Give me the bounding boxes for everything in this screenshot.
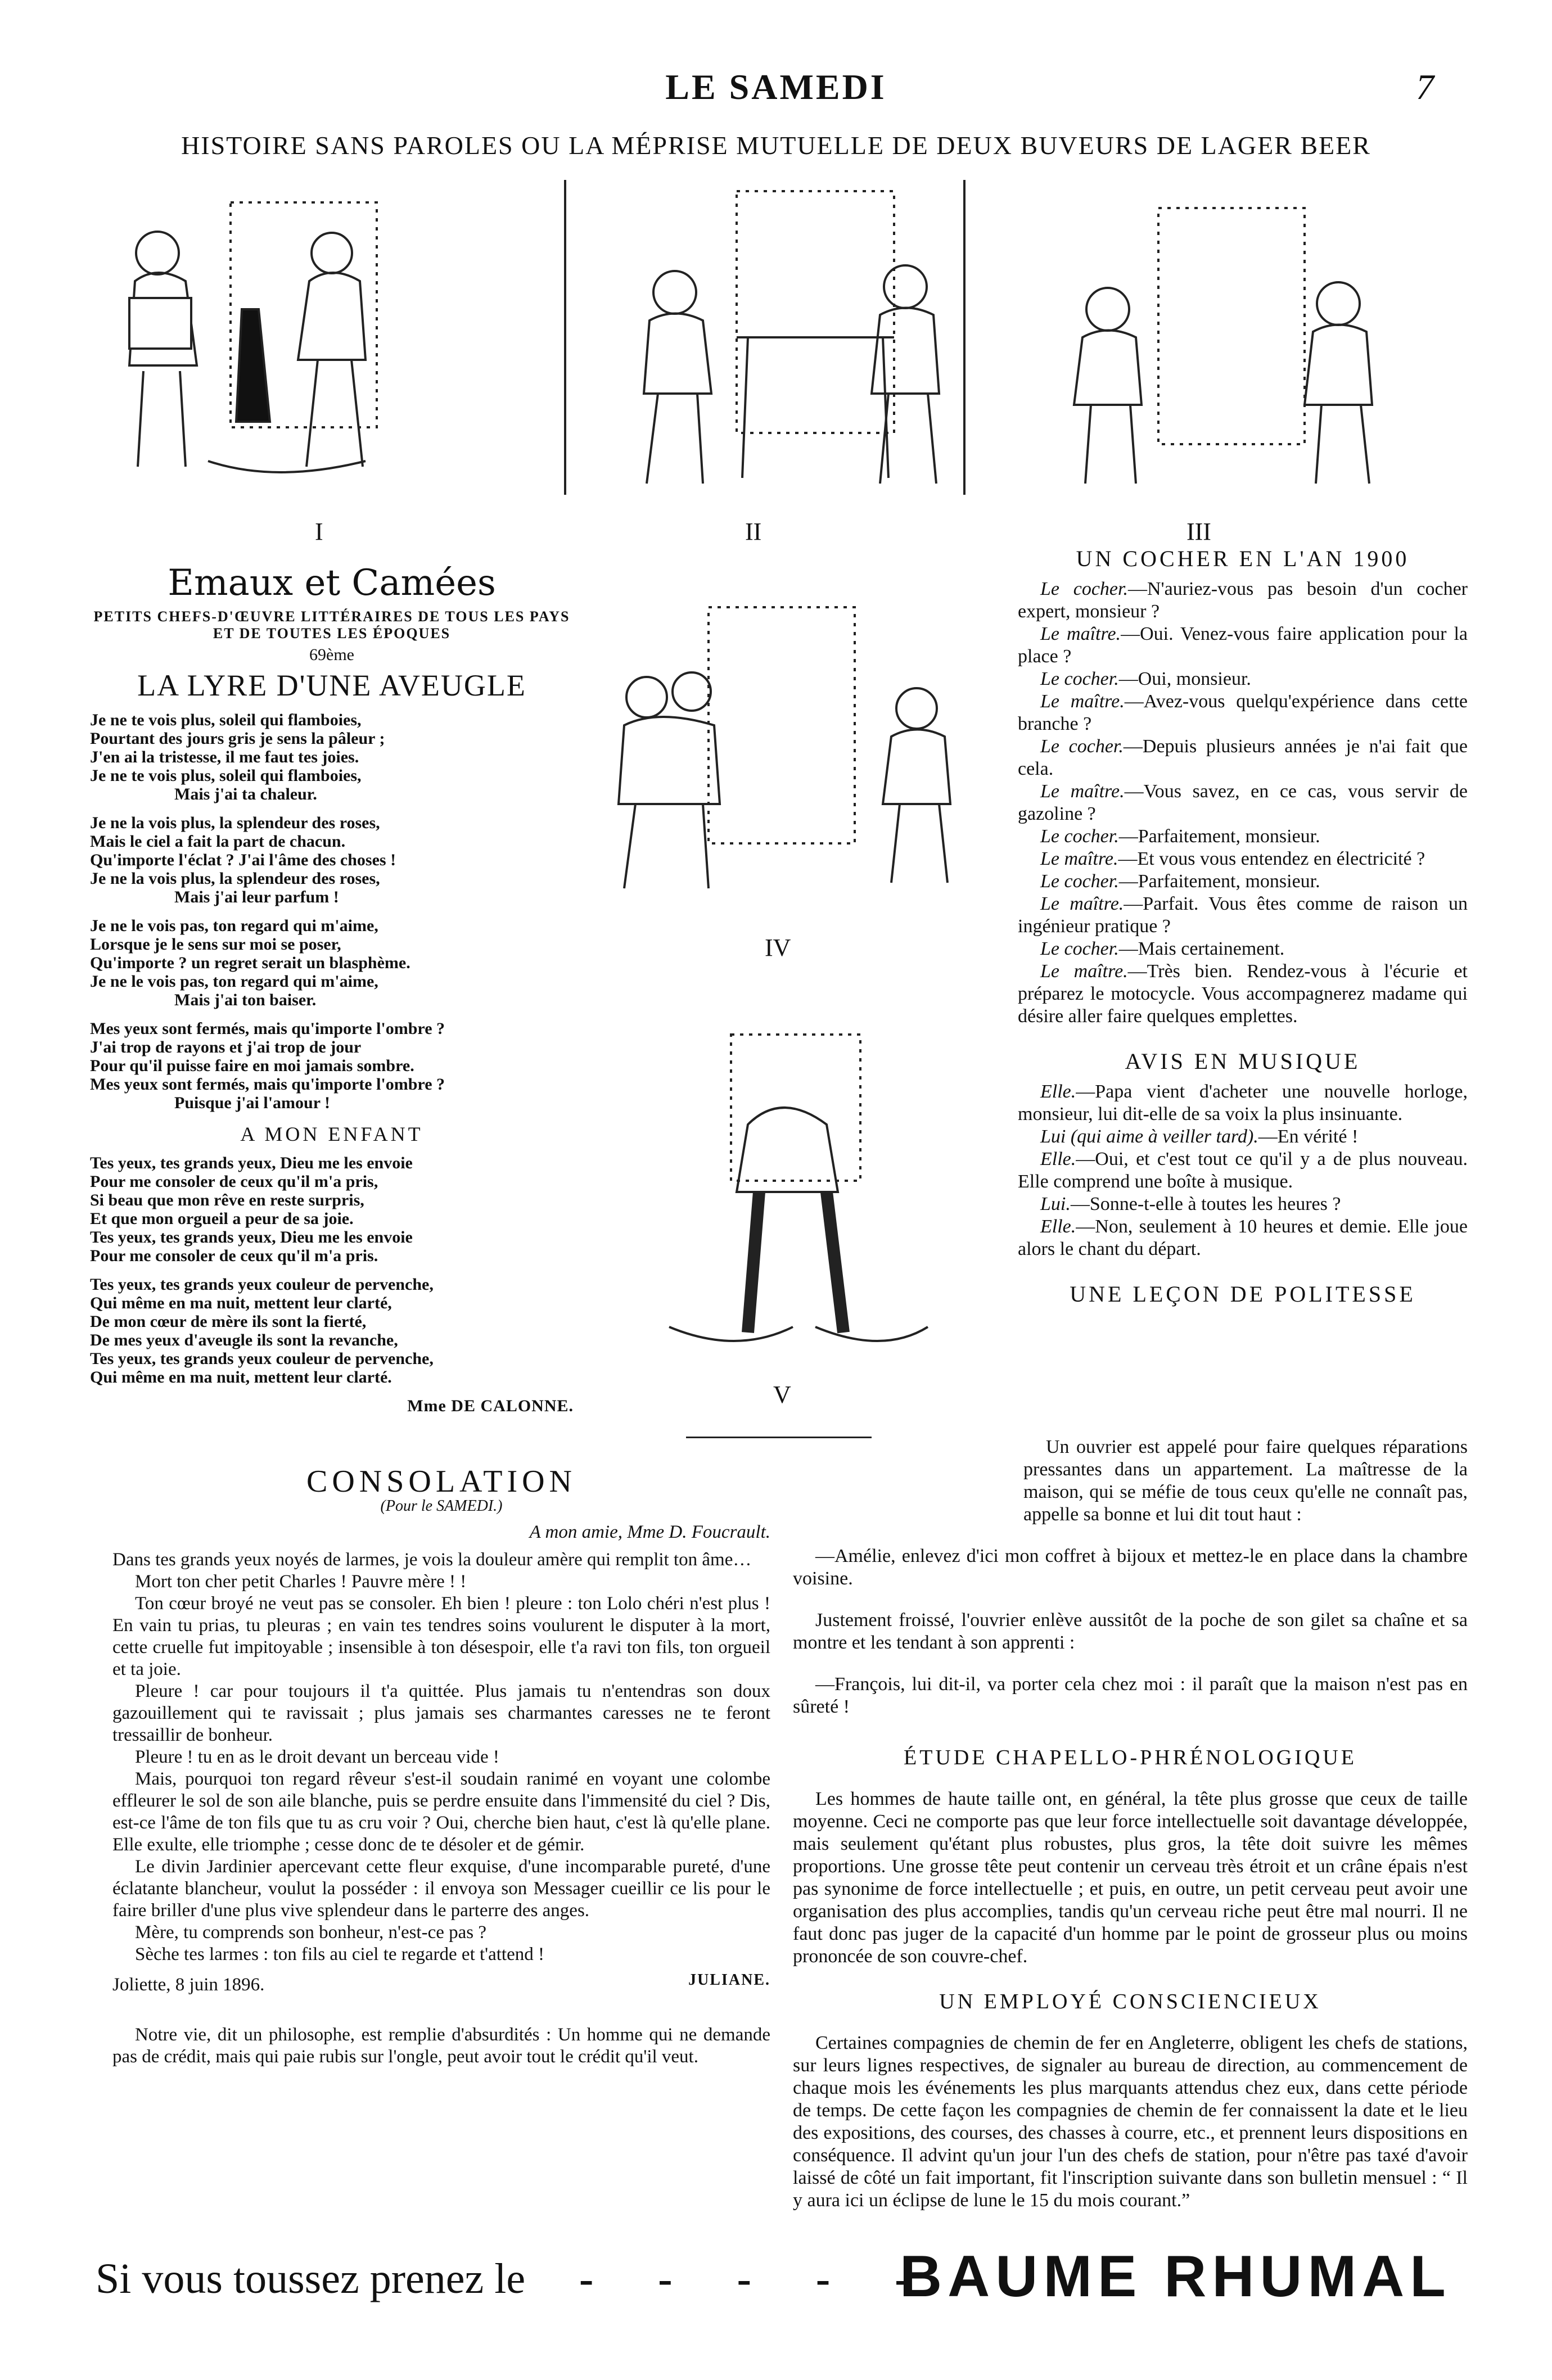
- poem1-stanza: Je ne la vois plus, la splendeur des roses, Mais le ciel a fait la part de chacun. Qu'importe l'éclat ? J'ai l'âme des choses ! Je ne la vois plus, la splendeur des roses, Mais j'ai leur parfum !: [90, 814, 396, 906]
- consolation-paragraph: Pleure ! tu en as le droit devant un berceau vide !: [135, 1747, 499, 1767]
- advert-dashes: - - - - -: [579, 2255, 936, 2302]
- panel-label-2: II: [745, 518, 762, 545]
- consolation-dedication: A mon amie, Mme D. Foucrault.: [529, 1522, 770, 1542]
- panel-label-1: I: [315, 518, 323, 545]
- avis-title: AVIS EN MUSIQUE: [1125, 1049, 1361, 1074]
- emaux-subtitle: PETITS CHEFS-D'ŒUVRE LITTÉRAIRES DE TOUS LES PAYS ET DE TOUTES LES ÉPOQUES: [93, 608, 570, 642]
- comic-strip-title: HISTOIRE SANS PAROLES OU LA MÉPRISE MUTUELLE DE DEUX BUVEURS DE LAGER BEER: [181, 131, 1371, 160]
- lecon-title: UNE LEÇON DE POLITESSE: [1070, 1281, 1416, 1307]
- consolation-paragraph: Sèche tes larmes : ton fils au ciel te regarde et t'attend !: [135, 1944, 544, 1964]
- avis-dialogue: Elle.—Papa vient d'acheter une nouvelle horloge, monsieur, lui dit-elle de sa voix la plus insinuante. Lui (qui aime à veiller tard).—En vérité ! Elle.—Oui, et c'est tout ce qu'il y a de plus nouveau. Elle comprend une boîte à musique. Lui.—Sonne-t-elle à toutes les heures ? Elle.—Non, seulement à 10 heures et demie. Elle joue alors le chant du départ.: [1018, 1081, 1468, 1259]
- page-number: 7: [1416, 67, 1434, 107]
- right-column: [1018, 544, 1468, 1313]
- page-header-title: LE SAMEDI: [665, 67, 887, 107]
- consolation-signature: JULIANE.: [688, 1971, 770, 1989]
- poem1-body: [90, 711, 574, 1112]
- consolation-title: CONSOLATION: [306, 1464, 576, 1499]
- etude-paragraph: Les hommes de haute taille ont, en général, la tête plus grosse que ceux de taille moyenne. Ceci ne comporte pas que leur force intellectuelle soit davantage développée, mais seulement qu'étant plus robustes, plus gros, la tête doit suivre les mêmes proportions. Une grosse tête peut contenir un cerveau très étroit et un crâne épais n'est pas synonime de force intellectuelle ; et puis, en outre, un petit cerveau peut avoir une organisation des plus accomplies, tandis qu'un cerveau riche peut être mal nourri. Il ne faut donc pas juger de la capacité d'un homme par le point de grosseur plus ou moins prononcée de son couvre-chef.: [793, 1789, 1468, 1967]
- employe-title: UN EMPLOYÉ CONSCIENCIEUX: [939, 1990, 1321, 2013]
- cocher-dialogue: Le cocher.—N'auriez-vous pas besoin d'un cocher expert, monsieur ? Le maître.—Oui. Venez-vous faire application pour la place ? Le cocher.—Oui, monsieur. Le maître.—Avez-vous quelqu'expérience dans cette branche ? Le cocher.—Depuis plusieurs années je n'ai fait que cela. Le maître.—Vous savez, en ce cas, vous servir de gazoline ? Le cocher.—Parfaitement, monsieur. Le maître.—Et vous vous entendez en électricité ? Le cocher.—Parfaitement, monsieur. Le maître.—Parfait. Vous êtes comme de raison un ingénieur pratique ? Le cocher.—Mais certainement. Le maître.—Très bien. Rendez-vous à l'écurie et préparez le motocycle. Vous accompagnerez madame qui désire aller faire quelques emplettes.: [1018, 579, 1468, 1027]
- emaux-title: Emaux et Camées: [168, 562, 496, 604]
- lecon-paragraph: Un ouvrier est appelé pour faire quelques réparations pressantes dans un appartement. La maîtresse de la maison, qui se méfie de tous ceux qu'elle ne connaît pas, appelle sa bonne et lui dit tout haut :: [1023, 1437, 1468, 1525]
- panel-label-5: V: [773, 1381, 791, 1408]
- advert-left-text: Si vous toussez prenez le: [96, 2255, 526, 2302]
- panel-1-drawing: [129, 202, 377, 472]
- poem1-stanza: Je ne le vois pas, ton regard qui m'aime, Lorsque je le sens sur moi se poser, Qu'importe ? un regret serait un blasphème. Je ne le vois pas, ton regard qui m'aime, Mais j'ai ton baiser.: [90, 916, 410, 1009]
- poem1-stanza: Je ne te vois plus, soleil qui flamboies, Pourtant des jours gris je sens la pâleur ; J'en ai la tristesse, il me faut tes joies. Je ne te vois plus, soleil qui flamboies, Mais j'ai ta chaleur.: [90, 711, 385, 803]
- lecon-paragraph: —François, lui dit-il, va porter cela chez moi : il paraît que la maison n'est pas en sûreté !: [793, 1674, 1468, 1717]
- consolation-paragraph: Mort ton cher petit Charles ! Pauvre mère ! !: [135, 1571, 467, 1592]
- consolation-for: (Pour le SAMEDI.): [380, 1497, 503, 1515]
- etude-title: ÉTUDE CHAPELLO-PHRÉNOLOGIQUE: [904, 1746, 1357, 1769]
- panel-label-4: IV: [765, 934, 791, 961]
- consolation-section: [112, 1464, 770, 2068]
- lecon-paragraph: —Amélie, enlevez d'ici mon coffret à bijoux et mettez-le en place dans la chambre voisine.: [793, 1546, 1468, 1589]
- poem2-body: [90, 1154, 574, 1387]
- poem2-stanza: Tes yeux, tes grands yeux, Dieu me les envoie Pour me consoler de ceux qu'il m'a pris, Si beau que mon rêve en reste surpris, Et que mon orgueil a peur de sa joie. Tes yeux, tes grands yeux, Dieu me les envoie Pour me consoler de ceux qu'il m'a pris.: [90, 1154, 413, 1265]
- lecon-section: [793, 1417, 1468, 2231]
- emaux-section: [90, 562, 574, 1416]
- consolation-paragraph: Ton cœur broyé ne veut pas se consoler. Eh bien ! pleure : ton Lolo chéri n'est plus ! En vain tu prias, tu pleuras ; en vain tes tendres soins voulurent le disputer à la mort, cette cruelle fut impitoyable ; insensible à ton désespoir, elle t'a ravi ton fils, ton orgueil et ta joie.: [112, 1593, 770, 1679]
- consolation-paragraph: Dans tes grands yeux noyés de larmes, je vois la douleur amère qui remplit ton âme…: [112, 1550, 752, 1570]
- lecon-paragraph: Justement froissé, l'ouvrier enlève aussitôt de la poche de son gilet sa chaîne et sa montre et les tendant à son apprenti :: [793, 1610, 1468, 1653]
- consolation-place-date: Joliette, 8 juin 1896.: [112, 1975, 265, 1995]
- panel-5-drawing: [647, 1012, 962, 1378]
- panel-4-drawing: [579, 585, 984, 933]
- cocher-title: UN COCHER EN L'AN 1900: [1076, 546, 1410, 571]
- panel-label-3: III: [1186, 518, 1211, 545]
- poem2-stanza: Tes yeux, tes grands yeux couleur de pervenche, Qui même en ma nuit, mettent leur clarté, De mon cœur de mère ils sont la fierté, De mes yeux d'aveugle ils sont la revanche, Tes yeux, tes grands yeux couleur de pervenche, Qui même en ma nuit, mettent leur clarté.: [90, 1275, 434, 1387]
- consolation-paragraph: Mais, pourquoi ton regard rêveur s'est-il soudain ranimé en voyant une colombe effleurer le sol de son aile blanche, puis se perdre ensuite dans l'immensité du ciel ? Dis, est-ce l'âme de ton fils que tu as cru voir ? Oui, cherche bien haut, c'est là qu'elle plane. Elle exulte, elle triomphe ; cesse donc de te désoler et de gémir.: [112, 1769, 770, 1855]
- advert-brand: BAUME RHUMAL: [900, 2244, 1451, 2309]
- poem-signature: Mme DE CALONNE.: [407, 1397, 574, 1415]
- poem2-title: A MON ENFANT: [240, 1123, 423, 1145]
- consolation-paragraph: Pleure ! car pour toujours il t'a quittée. Plus jamais tu n'entendras son doux gazouillement qui te ravissait ; plus jamais ses charmantes caresses ne te feront tressaillir de bonheur.: [112, 1681, 770, 1745]
- philosophe-paragraph: Notre vie, dit un philosophe, est remplie d'absurdités : Un homme qui ne demande pas de crédit, mais qui paie rubis sur l'ongle, peut avoir tout le crédit qu'il veut.: [112, 2025, 770, 2067]
- panel-3-drawing: [1074, 208, 1372, 484]
- poem1-stanza: Mes yeux sont fermés, mais qu'importe l'ombre ? J'ai trop de rayons et j'ai trop de jour Pour qu'il puisse faire en moi jamais sombre. Mes yeux sont fermés, mais qu'importe l'ombre ? Puisque j'ai l'amour !: [90, 1019, 445, 1112]
- consolation-paragraph: Le divin Jardinier apercevant cette fleur exquise, d'une incomparable pureté, d'une éclatante blancheur, voulut la posséder : il envoya son Messager cueillir ce lis pour le faire briller d'une plus vive splendeur dans le parterre des anges.: [112, 1857, 770, 1921]
- employe-paragraph: Certaines compagnies de chemin de fer en Angleterre, obligent les chefs de stations, sur leurs lignes respectives, de signaler au bureau de direction, au commencement de chaque mois les événements les plus marquants attendus chez eux, dans cette période de temps. De cette façon les compagnies de chemin de fer connaissent la date et le lieu des expositions, des courses, des chasses à courre, etc., et prennent leurs dispositions en conséquence. Il advint qu'un jour l'un des chefs de station, pour n'être pas taxé d'avoir laissé de côté un fait important, fit l'inscription suivante dans son bulletin mensuel : “ Il y aura ici un éclipse de lune le 15 du mois courant.”: [793, 2033, 1468, 2211]
- emaux-number: 69ème: [309, 645, 354, 664]
- comic-strip-illustration: [96, 169, 1456, 517]
- poem1-title: LA LYRE D'UNE AVEUGLE: [137, 669, 526, 702]
- consolation-paragraph: Mère, tu comprends son bonheur, n'est-ce pas ?: [135, 1922, 487, 1943]
- panel-2-drawing: [644, 191, 939, 484]
